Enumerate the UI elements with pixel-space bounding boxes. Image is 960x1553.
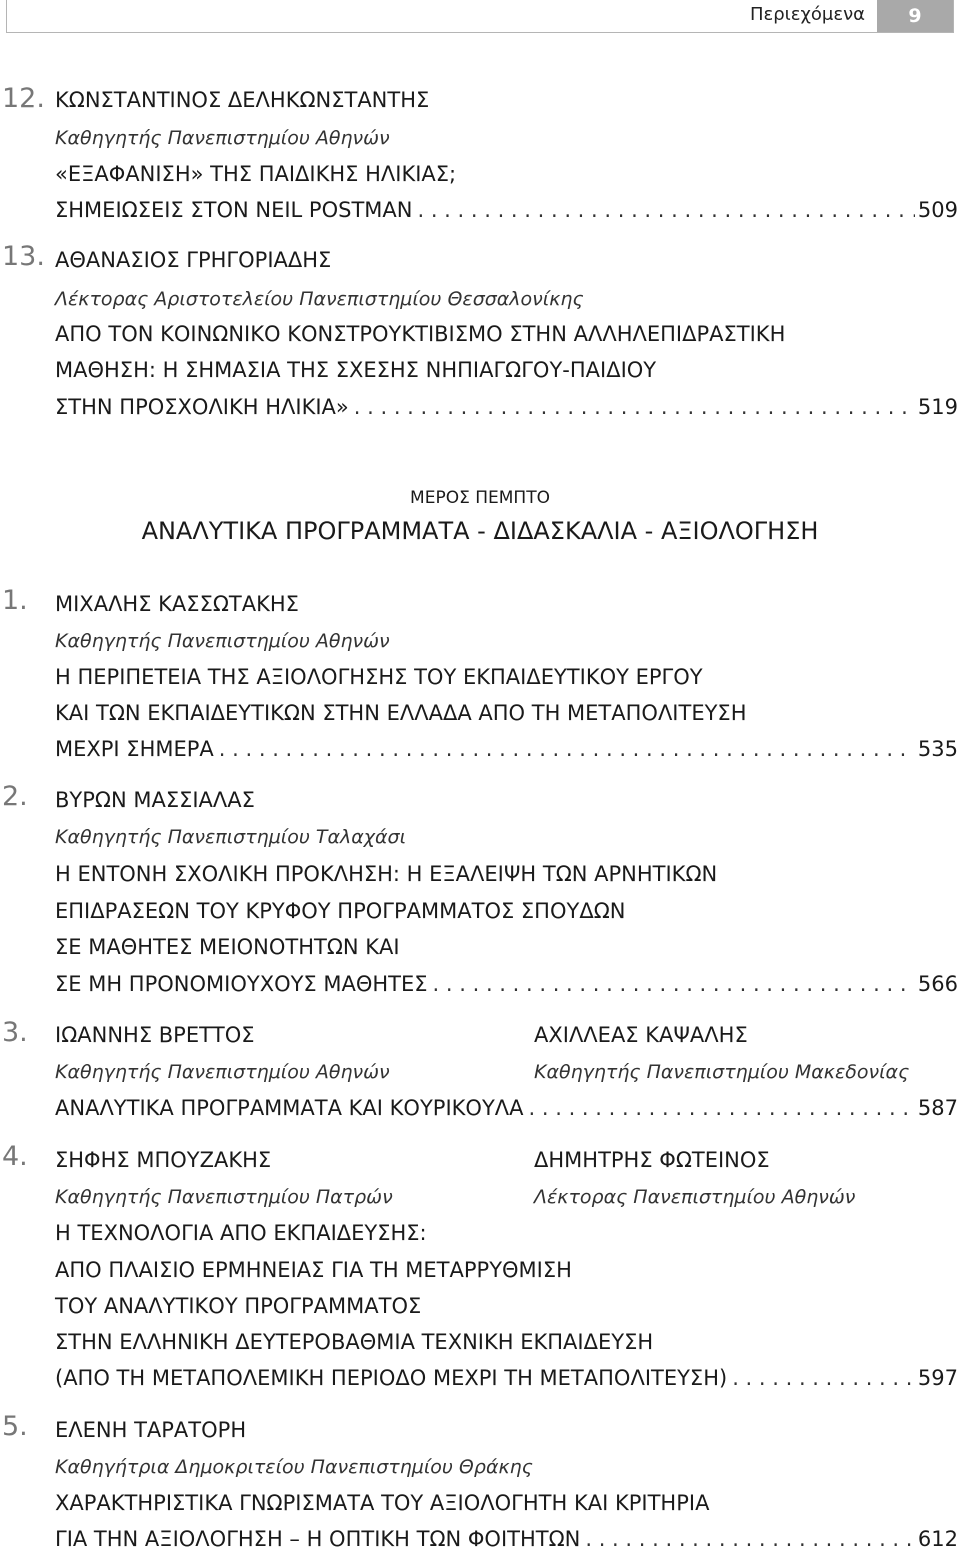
entry-affiliation-2: Λέκτορας Πανεπιστημίου Αθηνών xyxy=(534,1186,856,1208)
entry-number: 1. xyxy=(2,585,28,616)
entry-number: 5. xyxy=(2,1411,28,1442)
entry-number: 4. xyxy=(2,1141,28,1172)
part-title: ΑΝΑΛΥΤΙΚΑ ΠΡΟΓΡΑΜΜΑΤΑ - ΔΙΔΑΣΚΑΛΙΑ - ΑΞΙΟΛΟΓΗΣΗ xyxy=(141,517,819,545)
entry-page: 612 xyxy=(917,1527,958,1551)
entry-title-line: ΣΕ ΜΗ ΠΡΟΝΟΜΙΟΥΧΟΥΣ ΜΑΘΗΤΕΣ xyxy=(55,972,428,996)
entry-page: 566 xyxy=(917,972,958,996)
dot-leader xyxy=(417,196,914,224)
entry-number: 13. xyxy=(2,241,45,272)
dot-leader xyxy=(219,735,915,763)
entry-title-line: ΑΠΟ ΠΛΑΙΣΙΟ ΕΡΜΗΝΕΙΑΣ ΓΙΑ ΤΗ ΜΕΤΑΡΡΥΘΜΙΣΗ xyxy=(55,1258,572,1282)
entry-author-2: ΔΗΜΗΤΡΗΣ ΦΩΤΕΙΝΟΣ xyxy=(534,1148,770,1172)
entry-title-line: ΧΑΡΑΚΤΗΡΙΣΤΙΚΑ ΓΝΩΡΙΣΜΑΤΑ ΤΟΥ ΑΞΙΟΛΟΓΗΤΗ ΚΑΙ ΚΡΙΤΗΡΙΑ xyxy=(55,1491,710,1515)
toc-line[interactable] xyxy=(55,1094,958,1122)
toc-line[interactable] xyxy=(55,1525,958,1553)
running-header xyxy=(6,0,954,33)
entry-title-line: Η ΠΕΡΙΠΕΤΕΙΑ ΤΗΣ ΑΞΙΟΛΟΓΗΣΗΣ ΤΟΥ ΕΚΠΑΙΔΕΥΤΙΚΟΥ ΕΡΓΟΥ xyxy=(55,665,703,689)
entry-affiliation: Λέκτορας Αριστοτελείου Πανεπιστημίου Θεσσαλονίκης xyxy=(55,288,584,310)
entry-page: 535 xyxy=(917,737,958,761)
entry-title-line: ΣΗΜΕΙΩΣΕΙΣ ΣΤΟΝ NEIL POSTMAN xyxy=(55,198,413,222)
entry-author: ΣΗΦΗΣ ΜΠΟΥΖΑΚΗΣ xyxy=(55,1148,272,1172)
entry-title-line: ΑΠΟ ΤΟΝ ΚΟΙΝΩΝΙΚΟ ΚΟΝΣΤΡΟΥΚΤΙΒΙΣΜΟ ΣΤΗΝ ΑΛΛΗΛΕΠΙΔΡΑΣΤΙΚΗ xyxy=(55,322,786,346)
entry-title-line: ΑΝΑΛΥΤΙΚΑ ΠΡΟΓΡΑΜΜΑΤΑ ΚΑΙ ΚΟΥΡΙΚΟΥΛΑ xyxy=(55,1096,524,1120)
entry-author-2: ΑΧΙΛΛΕΑΣ ΚΑΨΑΛΗΣ xyxy=(534,1023,748,1047)
entry-page: 587 xyxy=(917,1096,958,1120)
entry-title-line: ΚΑΙ ΤΩΝ ΕΚΠΑΙΔΕΥΤΙΚΩΝ ΣΤΗΝ ΕΛΛΑΔΑ ΑΠΟ ΤΗ ΜΕΤΑΠΟΛΙΤΕΥΣΗ xyxy=(55,701,747,725)
entry-number: 2. xyxy=(2,781,28,812)
entry-number: 3. xyxy=(2,1017,28,1048)
entry-affiliation: Καθηγητής Πανεπιστημίου Ταλαχάσι xyxy=(55,826,407,848)
entry-title-line: ΓΙΑ ΤΗΝ ΑΞΙΟΛΟΓΗΣΗ – Η ΟΠΤΙΚΗ ΤΩΝ ΦΟΙΤΗΤΩΝ xyxy=(55,1527,581,1551)
page-number: 9 xyxy=(877,0,953,32)
toc-line[interactable] xyxy=(55,393,958,421)
entry-title-line: ΕΠΙΔΡΑΣΕΩΝ ΤΟΥ ΚΡΥΦΟΥ ΠΡΟΓΡΑΜΜΑΤΟΣ ΣΠΟΥΔΩΝ xyxy=(55,899,626,923)
part-label: ΜΕΡΟΣ ΠΕΜΠΤΟ xyxy=(410,488,550,508)
entry-title-line: «ΕΞΑΦΑΝΙΣΗ» ΤΗΣ ΠΑΙΔΙΚΗΣ ΗΛΙΚΙΑΣ; xyxy=(55,162,457,186)
entry-title-line: ΣΤΗΝ ΕΛΛΗΝΙΚΗ ΔΕΥΤΕΡΟΒΑΘΜΙΑ ΤΕΧΝΙΚΗ ΕΚΠΑΙΔΕΥΣΗ xyxy=(55,1330,654,1354)
entry-title-line: Η ΤΕΧΝΟΛΟΓΙΑ ΑΠΟ ΕΚΠΑΙΔΕΥΣΗΣ: xyxy=(55,1221,427,1245)
dot-leader xyxy=(585,1525,915,1553)
toc-line[interactable] xyxy=(55,196,958,224)
toc-line[interactable] xyxy=(55,1364,958,1392)
entry-affiliation: Καθηγητής Πανεπιστημίου Αθηνών xyxy=(55,630,390,652)
entry-title-line: ΣΕ ΜΑΘΗΤΕΣ ΜΕΙΟΝΟΤΗΤΩΝ ΚΑΙ xyxy=(55,935,400,959)
entry-author: ΑΘΑΝΑΣΙΟΣ ΓΡΗΓΟΡΙΑΔΗΣ xyxy=(55,248,332,272)
entry-author: ΕΛΕΝΗ ΤΑΡΑΤΟΡΗ xyxy=(55,1418,247,1442)
entry-page: 509 xyxy=(917,198,958,222)
entry-page: 597 xyxy=(917,1366,958,1390)
toc-line[interactable] xyxy=(55,735,958,763)
section-title: Περιεχόμενα xyxy=(749,4,865,25)
entry-title-line: ΤΟΥ ΑΝΑΛΥΤΙΚΟΥ ΠΡΟΓΡΑΜΜΑΤΟΣ xyxy=(55,1294,422,1318)
dot-leader xyxy=(354,393,915,421)
dot-leader xyxy=(529,1094,915,1122)
entry-affiliation-2: Καθηγητής Πανεπιστημίου Μακεδονίας xyxy=(534,1061,910,1083)
toc-line[interactable] xyxy=(55,970,958,998)
entry-title-line: ΜΕΧΡΙ ΣΗΜΕΡΑ xyxy=(55,737,214,761)
entry-title-line: Η ΕΝΤΟΝΗ ΣΧΟΛΙΚΗ ΠΡΟΚΛΗΣΗ: Η ΕΞΑΛΕΙΨΗ ΤΩΝ ΑΡΝΗΤΙΚΩΝ xyxy=(55,862,718,886)
entry-number: 12. xyxy=(2,83,45,114)
entry-author: ΙΩΑΝΝΗΣ ΒΡΕΤΤΟΣ xyxy=(55,1023,255,1047)
entry-title-line: ΜΑΘΗΣΗ: Η ΣΗΜΑΣΙΑ ΤΗΣ ΣΧΕΣΗΣ ΝΗΠΙΑΓΩΓΟΥ-ΠΑΙΔΙΟΥ xyxy=(55,358,657,382)
entry-affiliation: Καθηγήτρια Δημοκριτείου Πανεπιστημίου Θράκης xyxy=(55,1456,533,1478)
entry-affiliation: Καθηγητής Πανεπιστημίου Αθηνών xyxy=(55,127,390,149)
dot-leader xyxy=(732,1364,915,1392)
entry-author: ΜΙΧΑΛΗΣ ΚΑΣΣΩΤΑΚΗΣ xyxy=(55,592,299,616)
entry-page: 519 xyxy=(917,395,958,419)
entry-affiliation: Καθηγητής Πανεπιστημίου Πατρών xyxy=(55,1186,393,1208)
entry-author: ΒΥΡΩΝ ΜΑΣΣΙΑΛΑΣ xyxy=(55,788,255,812)
entry-author: ΚΩΝΣΤΑΝΤΙΝΟΣ ΔΕΛΗΚΩΝΣΤΑΝΤΗΣ xyxy=(55,88,430,112)
entry-title-line: ΣΤΗΝ ΠΡΟΣΧΟΛΙΚΗ ΗΛΙΚΙΑ» xyxy=(55,395,349,419)
dot-leader xyxy=(433,970,915,998)
entry-affiliation: Καθηγητής Πανεπιστημίου Αθηνών xyxy=(55,1061,390,1083)
entry-title-line: (ΑΠΟ ΤΗ ΜΕΤΑΠΟΛΕΜΙΚΗ ΠΕΡΙΟΔΟ ΜΕΧΡΙ ΤΗ ΜΕΤΑΠΟΛΙΤΕΥΣΗ) xyxy=(55,1366,728,1390)
